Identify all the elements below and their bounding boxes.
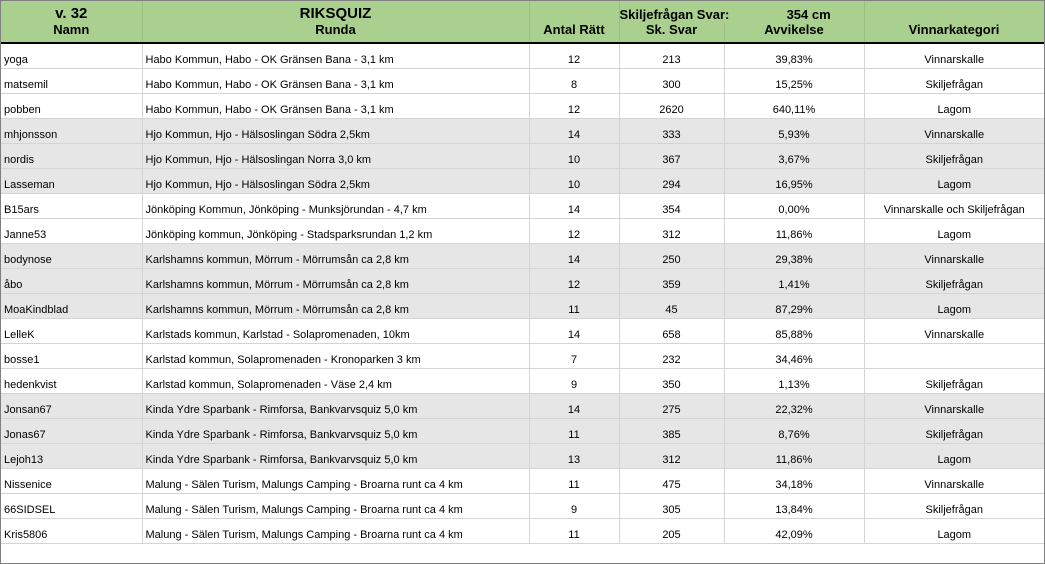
cell-correct-count[interactable]: 14 [529,118,619,143]
cell-tiebreak-answer[interactable]: 205 [619,518,724,543]
cell-correct-count[interactable]: 12 [529,93,619,118]
column-header-avvikelse[interactable]: Avvikelse [724,22,864,43]
cell-deviation[interactable]: 1,13% [724,368,864,393]
cell-round[interactable]: Hjo Kommun, Hjo - Hälsoslingan Södra 2,5km [142,118,529,143]
cell-round[interactable]: Kinda Ydre Sparbank - Rimforsa, Bankvarvsquiz 5,0 km [142,393,529,418]
cell-deviation[interactable]: 5,93% [724,118,864,143]
cell-round[interactable]: Karlshamns kommun, Mörrum - Mörrumsån ca 2,8 km [142,268,529,293]
cell-tiebreak-answer[interactable]: 213 [619,43,724,68]
results-table [1,1,1045,544]
cell-deviation[interactable]: 29,38% [724,243,864,268]
table-row [1,218,1044,243]
cell-winner-category[interactable]: Lagom [864,518,1044,543]
cell-name[interactable]: bodynose [1,243,142,268]
column-header-runda[interactable]: Runda [142,22,529,43]
cell-deviation[interactable]: 34,46% [724,343,864,368]
cell-round[interactable]: Karlshamns kommun, Mörrum - Mörrumsån ca 2,8 km [142,243,529,268]
cell-name[interactable]: matsemil [1,68,142,93]
cell-tiebreak-answer[interactable]: 350 [619,368,724,393]
table-row [1,43,1044,68]
header-row-columns [1,22,1044,43]
cell-winner-category[interactable]: Skiljefrågan [864,493,1044,518]
cell-correct-count[interactable]: 14 [529,393,619,418]
cell-tiebreak-answer[interactable]: 367 [619,143,724,168]
cell-correct-count[interactable]: 7 [529,343,619,368]
cell-deviation[interactable]: 11,86% [724,218,864,243]
cell-deviation[interactable]: 15,25% [724,68,864,93]
cell-deviation[interactable]: 34,18% [724,468,864,493]
cell-name[interactable]: nordis [1,143,142,168]
cell-correct-count[interactable]: 14 [529,318,619,343]
cell-correct-count[interactable]: 10 [529,168,619,193]
cell-round[interactable]: Kinda Ydre Sparbank - Rimforsa, Bankvarvsquiz 5,0 km [142,443,529,468]
cell-deviation[interactable]: 39,83% [724,43,864,68]
tiebreak-answer: 354 cm [786,7,831,22]
cell-round[interactable]: Habo Kommun, Habo - OK Gränsen Bana - 3,1 km [142,68,529,93]
cell-tiebreak-answer[interactable]: 300 [619,68,724,93]
cell-correct-count[interactable]: 9 [529,368,619,393]
version-label[interactable]: v. 32 [1,1,142,22]
cell-name[interactable]: åbo [1,268,142,293]
table-row [1,118,1044,143]
cell-deviation[interactable]: 16,95% [724,168,864,193]
cell-correct-count[interactable]: 14 [529,193,619,218]
cell-tiebreak-answer[interactable]: 232 [619,343,724,368]
cell-winner-category[interactable]: Skiljefrågan [864,143,1044,168]
cell-name[interactable]: hedenkvist [1,368,142,393]
column-header-namn[interactable]: Namn [1,22,142,43]
cell-tiebreak-answer[interactable]: 475 [619,468,724,493]
column-header-sk-svar[interactable]: Sk. Svar [619,22,724,43]
cell-winner-category[interactable]: Vinnarskalle [864,43,1044,68]
cell-name[interactable]: Kris5806 [1,518,142,543]
cell-round[interactable]: Jönköping kommun, Jönköping - Stadsparksrundan 1,2 km [142,218,529,243]
cell-name[interactable]: Nissenice [1,468,142,493]
column-header-antal-ratt[interactable]: Antal Rätt [529,22,619,43]
cell-winner-category[interactable]: Skiljefrågan [864,418,1044,443]
table-row [1,443,1044,468]
cell-winner-category[interactable]: Lagom [864,218,1044,243]
cell-name[interactable]: Lasseman [1,168,142,193]
cell-tiebreak-answer[interactable]: 305 [619,493,724,518]
cell-winner-category[interactable]: Vinnarskalle [864,318,1044,343]
cell-round[interactable]: Karlstads kommun, Karlstad - Solapromenaden, 10km [142,318,529,343]
cell-deviation[interactable]: 640,11% [724,93,864,118]
table-row [1,418,1044,443]
cell-tiebreak-answer[interactable]: 45 [619,293,724,318]
table-row [1,268,1044,293]
cell-tiebreak-answer[interactable]: 658 [619,318,724,343]
cell-tiebreak-answer[interactable]: 354 [619,193,724,218]
cell-name[interactable]: MoaKindblad [1,293,142,318]
table-row [1,68,1044,93]
cell-round[interactable]: Habo Kommun, Habo - OK Gränsen Bana - 3,1 km [142,93,529,118]
cell-round[interactable]: Karlstad kommun, Solapromenaden - Väse 2,4 km [142,368,529,393]
cell-deviation[interactable]: 22,32% [724,393,864,418]
cell-name[interactable]: pobben [1,93,142,118]
header-blank-cell[interactable] [864,1,1044,22]
cell-deviation[interactable]: 1,41% [724,268,864,293]
cell-correct-count[interactable]: 11 [529,518,619,543]
table-row [1,293,1044,318]
table-row [1,393,1044,418]
cell-tiebreak-answer[interactable]: 250 [619,243,724,268]
cell-winner-category[interactable]: Skiljefrågan [864,268,1044,293]
cell-correct-count[interactable]: 13 [529,443,619,468]
cell-round[interactable]: Jönköping Kommun, Jönköping - Munksjörundan - 4,7 km [142,193,529,218]
cell-winner-category[interactable]: Vinnarskalle [864,393,1044,418]
cell-correct-count[interactable]: 12 [529,218,619,243]
cell-winner-category[interactable]: Vinnarskalle [864,243,1044,268]
cell-name[interactable]: mhjonsson [1,118,142,143]
cell-name[interactable]: bosse1 [1,343,142,368]
cell-correct-count[interactable]: 11 [529,418,619,443]
cell-round[interactable]: Malung - Sälen Turism, Malungs Camping - Broarna runt ca 4 km [142,493,529,518]
cell-winner-category[interactable]: Vinnarskalle [864,118,1044,143]
sheet-title[interactable]: RIKSQUIZ [142,1,529,22]
table-row [1,493,1044,518]
cell-deviation[interactable]: 85,88% [724,318,864,343]
cell-round[interactable]: Karlstad kommun, Solapromenaden - Kronoparken 3 km [142,343,529,368]
cell-deviation[interactable]: 8,76% [724,418,864,443]
cell-correct-count[interactable]: 12 [529,43,619,68]
cell-round[interactable]: Hjo Kommun, Hjo - Hälsoslingan Södra 2,5km [142,168,529,193]
cell-correct-count[interactable]: 14 [529,243,619,268]
table-row [1,243,1044,268]
table-row [1,468,1044,493]
cell-name[interactable]: LelleK [1,318,142,343]
cell-correct-count[interactable]: 8 [529,68,619,93]
cell-deviation[interactable]: 42,09% [724,518,864,543]
cell-correct-count[interactable]: 10 [529,143,619,168]
cell-name[interactable]: Janne53 [1,218,142,243]
table-row [1,318,1044,343]
tiebreak-cell[interactable] [619,1,864,22]
cell-round[interactable]: Kinda Ydre Sparbank - Rimforsa, Bankvarvsquiz 5,0 km [142,418,529,443]
cell-tiebreak-answer[interactable]: 275 [619,393,724,418]
table-row [1,143,1044,168]
cell-round[interactable]: Malung - Sälen Turism, Malungs Camping - Broarna runt ca 4 km [142,518,529,543]
cell-winner-category[interactable]: Lagom [864,168,1044,193]
cell-name[interactable]: Lejoh13 [1,443,142,468]
cell-deviation[interactable]: 0,00% [724,193,864,218]
cell-correct-count[interactable]: 9 [529,493,619,518]
cell-deviation[interactable]: 3,67% [724,143,864,168]
cell-name[interactable]: yoga [1,43,142,68]
cell-round[interactable]: Hjo Kommun, Hjo - Hälsoslingan Norra 3,0 km [142,143,529,168]
header-blank-cell[interactable] [529,1,619,22]
table-row [1,193,1044,218]
cell-tiebreak-answer[interactable]: 385 [619,418,724,443]
table-row [1,168,1044,193]
cell-tiebreak-answer[interactable]: 312 [619,218,724,243]
cell-winner-category[interactable]: Skiljefrågan [864,68,1044,93]
table-row [1,518,1044,543]
cell-winner-category[interactable]: Vinnarskalle [864,468,1044,493]
cell-deviation[interactable]: 13,84% [724,493,864,518]
cell-deviation[interactable]: 11,86% [724,443,864,468]
cell-tiebreak-answer[interactable]: 333 [619,118,724,143]
table-row [1,93,1044,118]
cell-winner-category[interactable]: Lagom [864,443,1044,468]
table-row [1,343,1044,368]
table-row [1,368,1044,393]
cell-name[interactable]: Jonas67 [1,418,142,443]
cell-correct-count[interactable]: 12 [529,268,619,293]
cell-tiebreak-answer[interactable]: 359 [619,268,724,293]
cell-name[interactable]: 66SIDSEL [1,493,142,518]
cell-round[interactable]: Malung - Sälen Turism, Malungs Camping - Broarna runt ca 4 km [142,468,529,493]
cell-winner-category[interactable]: Lagom [864,93,1044,118]
tiebreak-label: Skiljefrågan Svar: [619,7,730,22]
cell-tiebreak-answer[interactable]: 2620 [619,93,724,118]
cell-correct-count[interactable]: 11 [529,293,619,318]
header-row-top [1,1,1044,22]
cell-name[interactable]: Jonsan67 [1,393,142,418]
cell-tiebreak-answer[interactable]: 312 [619,443,724,468]
cell-round[interactable]: Karlshamns kommun, Mörrum - Mörrumsån ca 2,8 km [142,293,529,318]
cell-winner-category[interactable]: Vinnarskalle och Skiljefrågan [864,193,1044,218]
cell-winner-category[interactable]: Skiljefrågan [864,368,1044,393]
cell-name[interactable]: B15ars [1,193,142,218]
cell-winner-category[interactable]: Lagom [864,293,1044,318]
cell-tiebreak-answer[interactable]: 294 [619,168,724,193]
cell-winner-category[interactable] [864,343,1044,368]
cell-round[interactable]: Habo Kommun, Habo - OK Gränsen Bana - 3,1 km [142,43,529,68]
cell-correct-count[interactable]: 11 [529,468,619,493]
column-header-vinnarkategori[interactable]: Vinnarkategori [864,22,1044,43]
cell-deviation[interactable]: 87,29% [724,293,864,318]
